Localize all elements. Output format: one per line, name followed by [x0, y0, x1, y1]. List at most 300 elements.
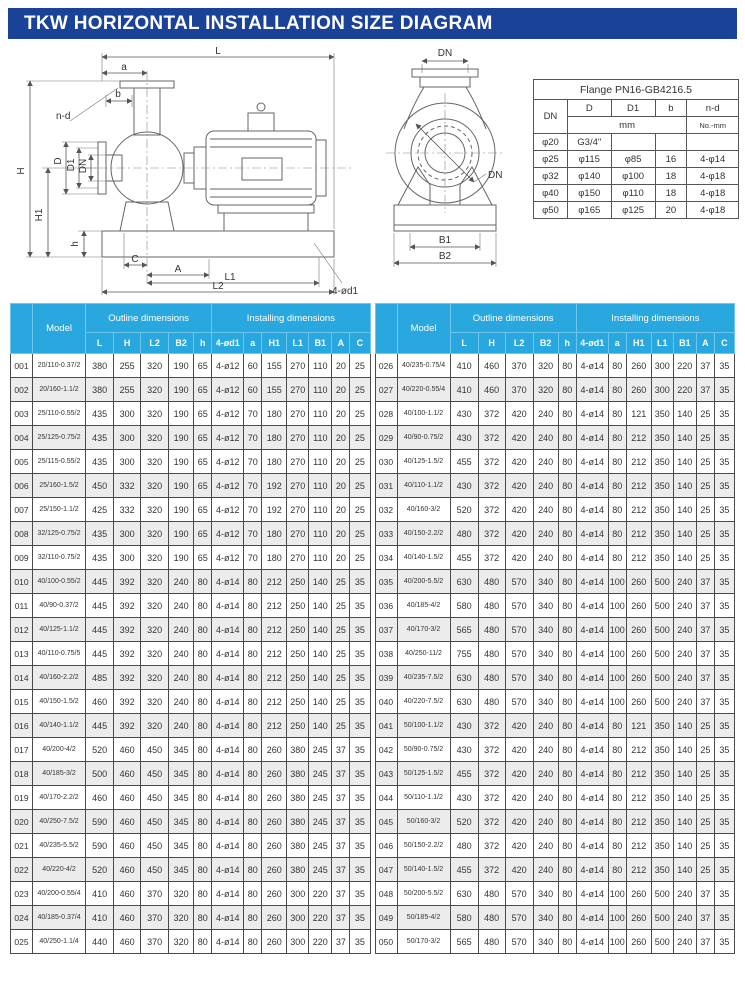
- h-small-cell: 80: [558, 354, 576, 378]
- b2-cell: 320: [533, 378, 558, 402]
- row-id-cell: 050: [375, 930, 397, 954]
- col-L2: L2: [505, 333, 533, 354]
- c-cell: 35: [714, 810, 734, 834]
- nd-cell: 4-φ18: [687, 168, 739, 185]
- l1-cell: 250: [287, 714, 309, 738]
- b1-cell: 110: [309, 522, 332, 546]
- b2-cell: 320: [169, 882, 194, 906]
- row-id-cell: 005: [11, 450, 33, 474]
- c-cell: 35: [350, 834, 370, 858]
- b1-cell: 140: [309, 618, 332, 642]
- b1-cell: 245: [309, 858, 332, 882]
- c-cell: 35: [714, 474, 734, 498]
- table-row: [11, 450, 371, 474]
- b1-cell: 140: [673, 450, 696, 474]
- c-cell: 25: [350, 354, 370, 378]
- b2-cell: 240: [533, 474, 558, 498]
- table-row: [534, 185, 739, 202]
- l-cell: 430: [450, 786, 478, 810]
- l1-cell: 350: [651, 402, 673, 426]
- h-small-cell: 65: [194, 474, 212, 498]
- a-cell: 80: [244, 666, 262, 690]
- l2-cell: 570: [505, 882, 533, 906]
- model-cell: 20/110-0.37/2: [33, 354, 86, 378]
- c-cell: 35: [714, 570, 734, 594]
- table-row: [11, 522, 371, 546]
- a-cell: 80: [244, 714, 262, 738]
- a-cap-cell: 37: [696, 642, 714, 666]
- b1-cell: 140: [309, 642, 332, 666]
- a-cell: 100: [608, 666, 626, 690]
- h1-cell: 155: [262, 378, 287, 402]
- a-cell: 100: [608, 930, 626, 954]
- a-cap-cell: 25: [696, 738, 714, 762]
- d1-cell: 4-ø14: [212, 714, 244, 738]
- dim-label-DN: DN: [78, 158, 89, 174]
- b1-cell: 110: [309, 402, 332, 426]
- h1-cell: 212: [262, 642, 287, 666]
- main-table-right-body: [375, 354, 735, 954]
- d1-cell: 4-ø14: [212, 906, 244, 930]
- h1-cell: 260: [626, 930, 651, 954]
- a-cell: 70: [244, 402, 262, 426]
- l-cell: 580: [450, 594, 478, 618]
- flange-table-body: [534, 134, 739, 219]
- h-small-cell: 65: [194, 522, 212, 546]
- c-cell: 35: [350, 594, 370, 618]
- a-cell: 80: [608, 762, 626, 786]
- h-small-cell: 65: [194, 402, 212, 426]
- table-row: [11, 546, 371, 570]
- model-cell: 40/235-0.75/4: [397, 354, 450, 378]
- d-cell: φ150: [567, 185, 611, 202]
- group-outline-dimensions: Outline dimensions: [450, 304, 576, 333]
- l-cell: 410: [86, 882, 114, 906]
- table-row: [375, 690, 735, 714]
- b2-cell: 240: [533, 714, 558, 738]
- dim-label-B1: B1: [438, 235, 452, 246]
- a-cap-cell: 37: [696, 378, 714, 402]
- b1-cell: 140: [673, 762, 696, 786]
- l1-cell: 350: [651, 810, 673, 834]
- l1-cell: 350: [651, 834, 673, 858]
- d1-cell: 4-ø14: [576, 858, 608, 882]
- h-cell: 480: [478, 690, 505, 714]
- h1-cell: 121: [626, 402, 651, 426]
- l1-cell: 500: [651, 570, 673, 594]
- l-cell: 520: [450, 810, 478, 834]
- b1-cell: 240: [673, 642, 696, 666]
- b1-cell: 110: [309, 378, 332, 402]
- a-cap-cell: 25: [696, 498, 714, 522]
- model-cell: 40/170-3/2: [397, 618, 450, 642]
- l2-cell: 370: [141, 882, 169, 906]
- d1-cell: 4-ø14: [576, 618, 608, 642]
- l2-cell: 450: [141, 738, 169, 762]
- h1-cell: 212: [626, 426, 651, 450]
- a-cell: 100: [608, 690, 626, 714]
- table-row: [375, 666, 735, 690]
- c-cell: 35: [714, 690, 734, 714]
- h-cell: 392: [114, 690, 141, 714]
- d1-cell: 4-ø14: [212, 570, 244, 594]
- h1-cell: 260: [262, 786, 287, 810]
- a-cell: 80: [608, 834, 626, 858]
- a-cap-cell: 25: [332, 642, 350, 666]
- model-cell: 50/90-0.75/2: [397, 738, 450, 762]
- col-h: h: [558, 333, 576, 354]
- h1-cell: 212: [626, 738, 651, 762]
- c-cell: 35: [714, 858, 734, 882]
- h1-cell: 180: [262, 402, 287, 426]
- c-cell: 35: [350, 666, 370, 690]
- col-A: A: [332, 333, 350, 354]
- col-L1: L1: [287, 333, 309, 354]
- h-small-cell: 80: [558, 618, 576, 642]
- col-B2: B2: [169, 333, 194, 354]
- l2-cell: 370: [141, 906, 169, 930]
- l1-cell: 270: [287, 378, 309, 402]
- h-cell: 372: [478, 498, 505, 522]
- h-cell: 372: [478, 810, 505, 834]
- d1-cell: 4-ø12: [212, 522, 244, 546]
- a-cell: 80: [244, 810, 262, 834]
- a-cap-cell: 25: [696, 402, 714, 426]
- h-cell: 372: [478, 546, 505, 570]
- h-cell: 392: [114, 666, 141, 690]
- model-cell: 25/125-0.75/2: [33, 426, 86, 450]
- l-cell: 445: [86, 714, 114, 738]
- d1-cell: φ85: [611, 151, 655, 168]
- b2-cell: 340: [533, 666, 558, 690]
- l-cell: 435: [86, 522, 114, 546]
- table-row: [375, 834, 735, 858]
- l2-cell: 320: [141, 690, 169, 714]
- table-row: [375, 930, 735, 954]
- a-cell: 80: [608, 714, 626, 738]
- a-cell: 80: [244, 618, 262, 642]
- l1-cell: 380: [287, 810, 309, 834]
- a-cell: 80: [608, 546, 626, 570]
- col-C: C: [350, 333, 370, 354]
- b1-cell: 140: [673, 738, 696, 762]
- h-small-cell: 80: [558, 906, 576, 930]
- model-cell: 50/140-1.5/2: [397, 858, 450, 882]
- group-outline-dimensions: Outline dimensions: [86, 304, 212, 333]
- h-cell: 332: [114, 474, 141, 498]
- table-row: [375, 450, 735, 474]
- l1-cell: 270: [287, 522, 309, 546]
- model-cell: 50/110-1.1/2: [397, 786, 450, 810]
- d1-cell: 4-ø14: [576, 426, 608, 450]
- table-row: [375, 786, 735, 810]
- h-small-cell: 80: [558, 402, 576, 426]
- a-cap-cell: 37: [696, 690, 714, 714]
- h-cell: 372: [478, 762, 505, 786]
- l2-cell: 570: [505, 618, 533, 642]
- c-cell: 35: [350, 930, 370, 954]
- c-cell: 35: [714, 786, 734, 810]
- h-small-cell: 80: [558, 594, 576, 618]
- l2-cell: 320: [141, 402, 169, 426]
- row-id-cell: 026: [375, 354, 397, 378]
- b2-cell: 240: [533, 522, 558, 546]
- h1-cell: 212: [626, 762, 651, 786]
- model-cell: 40/185-4/2: [397, 594, 450, 618]
- b1-cell: 245: [309, 834, 332, 858]
- l-cell: 430: [450, 738, 478, 762]
- l-cell: 565: [450, 618, 478, 642]
- row-id-cell: 024: [11, 906, 33, 930]
- b1-cell: 240: [673, 882, 696, 906]
- model-cell: 40/100-1.1/2: [397, 402, 450, 426]
- a-cap-cell: 25: [332, 666, 350, 690]
- c-cell: 25: [350, 378, 370, 402]
- a-cap-cell: 37: [696, 618, 714, 642]
- l1-cell: 500: [651, 906, 673, 930]
- b2-cell: 320: [533, 354, 558, 378]
- h1-cell: 260: [626, 618, 651, 642]
- table-row: [11, 882, 371, 906]
- model-cell: 40/200-4/2: [33, 738, 86, 762]
- b2-cell: 240: [169, 714, 194, 738]
- l2-cell: 570: [505, 642, 533, 666]
- row-id-cell: 008: [11, 522, 33, 546]
- row-id-cell: 009: [11, 546, 33, 570]
- d1-cell: 4-ø14: [576, 666, 608, 690]
- h1-cell: 180: [262, 546, 287, 570]
- h-small-cell: 80: [558, 378, 576, 402]
- b1-cell: 220: [673, 378, 696, 402]
- h1-cell: 212: [262, 594, 287, 618]
- model-cell: 40/150-2.2/2: [397, 522, 450, 546]
- d1-cell: 4-ø14: [212, 738, 244, 762]
- row-id-cell: 015: [11, 690, 33, 714]
- row-id-cell: 041: [375, 714, 397, 738]
- h-cell: 372: [478, 426, 505, 450]
- table-row: [375, 570, 735, 594]
- h-small-cell: 65: [194, 354, 212, 378]
- h-small-cell: 65: [194, 498, 212, 522]
- a-cap-cell: 20: [332, 498, 350, 522]
- b1-cell: 140: [673, 522, 696, 546]
- h-cell: 480: [478, 570, 505, 594]
- b1-cell: 140: [673, 426, 696, 450]
- d1-cell: 4-ø14: [576, 714, 608, 738]
- l2-cell: 370: [141, 930, 169, 954]
- h1-cell: 260: [626, 642, 651, 666]
- h1-cell: 260: [626, 882, 651, 906]
- b2-cell: 345: [169, 834, 194, 858]
- dn-cell: φ25: [534, 151, 568, 168]
- a-cap-cell: 25: [696, 474, 714, 498]
- d-cell: φ115: [567, 151, 611, 168]
- d-cell: φ140: [567, 168, 611, 185]
- c-cell: 35: [350, 738, 370, 762]
- h-cell: 372: [478, 402, 505, 426]
- a-cap-cell: 37: [332, 906, 350, 930]
- table-row: [375, 594, 735, 618]
- l1-cell: 250: [287, 570, 309, 594]
- l-cell: 630: [450, 570, 478, 594]
- d1-cell: 4-ø14: [212, 786, 244, 810]
- d1-cell: 4-ø14: [576, 738, 608, 762]
- b1-cell: 245: [309, 762, 332, 786]
- table-row: [375, 810, 735, 834]
- flange-col-nd: n-d: [687, 100, 739, 117]
- row-id-cell: 043: [375, 762, 397, 786]
- a-cell: 60: [244, 378, 262, 402]
- c-cell: 35: [714, 402, 734, 426]
- l-cell: 430: [450, 714, 478, 738]
- l-cell: 445: [86, 570, 114, 594]
- h-cell: 372: [478, 738, 505, 762]
- l1-cell: 500: [651, 690, 673, 714]
- l2-cell: 420: [505, 786, 533, 810]
- b1-cell: 220: [309, 882, 332, 906]
- b2-cell: 240: [533, 546, 558, 570]
- h-small-cell: 80: [558, 666, 576, 690]
- a-cap-cell: 25: [696, 834, 714, 858]
- d1-cell: 4-ø14: [576, 450, 608, 474]
- model-cell: 25/110-0.55/2: [33, 402, 86, 426]
- h-small-cell: 80: [558, 834, 576, 858]
- l2-cell: 450: [141, 810, 169, 834]
- model-cell: 40/110-0.75/5: [33, 642, 86, 666]
- l1-cell: 350: [651, 546, 673, 570]
- b2-cell: 320: [169, 930, 194, 954]
- h-small-cell: 80: [558, 498, 576, 522]
- h-small-cell: 80: [194, 594, 212, 618]
- main-table-left-body: [11, 354, 371, 954]
- table-row: [11, 666, 371, 690]
- a-cell: 70: [244, 450, 262, 474]
- l1-cell: 300: [287, 906, 309, 930]
- col-model: Model: [397, 304, 450, 354]
- l1-cell: 500: [651, 930, 673, 954]
- b1-cell: 220: [309, 906, 332, 930]
- h-cell: 372: [478, 450, 505, 474]
- dn-cell: φ32: [534, 168, 568, 185]
- b1-cell: 140: [309, 690, 332, 714]
- h1-cell: 121: [626, 714, 651, 738]
- model-cell: 40/220-7.5/2: [397, 690, 450, 714]
- l2-cell: 420: [505, 546, 533, 570]
- h-cell: 460: [114, 762, 141, 786]
- a-cap-cell: 25: [696, 450, 714, 474]
- col-H1: H1: [262, 333, 287, 354]
- a-cell: 80: [608, 354, 626, 378]
- model-cell: 40/185-0.37/4: [33, 906, 86, 930]
- d1-cell: 4-ø12: [212, 378, 244, 402]
- a-cell: 100: [608, 570, 626, 594]
- h-cell: 480: [478, 642, 505, 666]
- flange-col-d1: D1: [611, 100, 655, 117]
- a-cell: 80: [244, 834, 262, 858]
- a-cap-cell: 37: [332, 810, 350, 834]
- h-cell: 372: [478, 522, 505, 546]
- l1-cell: 350: [651, 714, 673, 738]
- table-row: [11, 474, 371, 498]
- table-row: [534, 202, 739, 219]
- l2-cell: 420: [505, 474, 533, 498]
- l-cell: 520: [86, 858, 114, 882]
- d1-cell: 4-ø12: [212, 546, 244, 570]
- h-cell: 480: [478, 882, 505, 906]
- row-id-cell: 006: [11, 474, 33, 498]
- b1-cell: 110: [309, 498, 332, 522]
- table-row: [375, 378, 735, 402]
- model-cell: 25/150-1.1/2: [33, 498, 86, 522]
- l2-cell: 370: [505, 378, 533, 402]
- pump-outline: [82, 71, 352, 283]
- row-id-cell: 048: [375, 882, 397, 906]
- h-cell: 460: [478, 354, 505, 378]
- c-cell: 35: [714, 450, 734, 474]
- h-cell: 392: [114, 642, 141, 666]
- row-id-cell: 035: [375, 570, 397, 594]
- table-row: [534, 168, 739, 185]
- b2-cell: 240: [533, 402, 558, 426]
- model-cell: 40/235-5.5/2: [33, 834, 86, 858]
- l2-cell: 420: [505, 522, 533, 546]
- row-id-cell: 017: [11, 738, 33, 762]
- l2-cell: 320: [141, 354, 169, 378]
- b1-cell: 245: [309, 810, 332, 834]
- h-cell: 372: [478, 834, 505, 858]
- model-cell: 40/250-1.1/4: [33, 930, 86, 954]
- l1-cell: 500: [651, 594, 673, 618]
- b2-cell: 190: [169, 402, 194, 426]
- h1-cell: 155: [262, 354, 287, 378]
- l2-cell: 570: [505, 690, 533, 714]
- a-cap-cell: 25: [696, 810, 714, 834]
- b2-cell: 240: [533, 810, 558, 834]
- l2-cell: 320: [141, 378, 169, 402]
- l-cell: 460: [86, 786, 114, 810]
- d1-cell: 4-ø14: [576, 786, 608, 810]
- a-cell: 100: [608, 642, 626, 666]
- a-cap-cell: 20: [332, 426, 350, 450]
- d1-cell: 4-ø14: [576, 354, 608, 378]
- c-cell: 35: [714, 642, 734, 666]
- b1-cell: 110: [309, 354, 332, 378]
- d-cell: G3/4": [567, 134, 611, 151]
- h-cell: 480: [478, 930, 505, 954]
- row-id-cell: 012: [11, 618, 33, 642]
- b2-cell: 240: [533, 738, 558, 762]
- col-B2: B2: [533, 333, 558, 354]
- b2-cell: 240: [533, 450, 558, 474]
- dim-label-L2: L2: [212, 281, 224, 292]
- c-cell: 35: [714, 378, 734, 402]
- c-cell: 35: [350, 762, 370, 786]
- figures-section: [0, 43, 745, 295]
- group-installing-dimensions: Installing dimensions: [212, 304, 370, 333]
- l1-cell: 270: [287, 498, 309, 522]
- b2-cell: 240: [533, 786, 558, 810]
- a-cell: 80: [244, 690, 262, 714]
- d1-cell: 4-ø14: [576, 474, 608, 498]
- c-cell: 35: [714, 498, 734, 522]
- a-cell: 80: [608, 810, 626, 834]
- dim-label-DN-circle: DN: [488, 170, 503, 181]
- model-cell: 50/150-2.2/2: [397, 834, 450, 858]
- c-cell: 35: [714, 666, 734, 690]
- l-cell: 430: [450, 426, 478, 450]
- a-cap-cell: 20: [332, 402, 350, 426]
- dim-label-H: H: [16, 167, 27, 175]
